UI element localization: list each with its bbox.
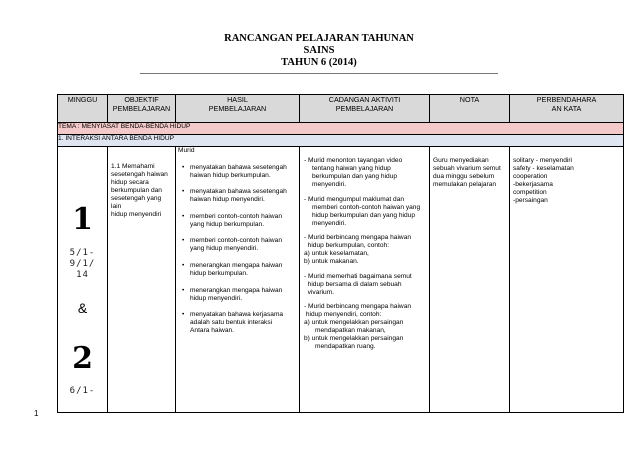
table-row	[58, 147, 624, 413]
hasil-intro: Murid	[178, 147, 195, 154]
nota-cell: Guru menyediakan sebuah vivarium semut dua minggu sebelum memulakan pelajaran	[430, 147, 510, 413]
list-item: • menyatakan bahawa sesetengah haiwan hidup berkumpulan.	[182, 163, 287, 179]
tema-row	[58, 123, 624, 135]
week-1-date-a: 5/1-	[69, 248, 96, 258]
hasil-cell	[176, 147, 300, 413]
activity-3: - Murid berbincang mengapa haiwan hidup berkumpulan, contoh: a) untuk keselamatan, b) untuk makanan.	[304, 234, 412, 265]
week-number-1: 1	[72, 202, 93, 237]
week-2-date-a: 6/1-	[69, 386, 96, 396]
week-1-date-b: 9/1/	[69, 259, 96, 269]
objektif-cell: 1.1 Memahami sesetengah haiwan hidup secara berkumpulan dan sesetengah yang lain hidup menyendiri	[108, 147, 176, 413]
list-item: • menyatakan bahawa kerjasama adalah satu bentuk interaksi Antara haiwan.	[182, 311, 284, 335]
activity-5: - Murid berbincang mengapa haiwan hidup menyendiri, contoh: a) untuk mengelakkan persaingan mendapatkan makanan, b) untuk mengelakkan persaingan mendapatkan ruang.	[304, 303, 412, 350]
title-line-2: SAINS	[303, 45, 335, 56]
list-item: • menyatakan bahawa sesetengah haiwan hidup menyendiri.	[182, 188, 287, 204]
week-number-2: 2	[72, 341, 93, 376]
cadangan-cell	[300, 147, 430, 413]
col-header-hasil: HASIL PEMBELAJARAN	[176, 95, 300, 123]
lesson-plan-table	[57, 94, 624, 413]
subtopic-label: 1. INTERAKSI ANTARA BENDA HIDUP	[58, 135, 624, 147]
list-item: • memberi contoh-contoh haiwan yang hidup menyendiri.	[182, 237, 282, 253]
title-line-3: TAHUN 6 (2014)	[281, 57, 357, 68]
col-header-nota: NOTA	[430, 95, 510, 123]
activity-4: - Murid memerhati bagaimana semut hidup bersama di dalam sebuah vivarium.	[304, 272, 412, 296]
ampersand: &	[77, 300, 88, 316]
page-number: 1	[34, 409, 39, 418]
header-row	[58, 95, 624, 123]
subtopic-row	[58, 135, 624, 147]
col-header-objektif: OBJEKTIF PEMBELAJARAN	[108, 95, 176, 123]
minggu-cell	[58, 147, 108, 413]
week-1-date-c: 14	[76, 270, 89, 280]
title-underline	[140, 73, 498, 74]
perbendaharaan-cell: solitary - menyendiri safety - keselamatan cooperation -bekerjasama competition -persaingan	[510, 147, 624, 413]
col-header-perbendaharaan: PERBENDAHARA AN KATA	[510, 95, 624, 123]
list-item: • menerangkan mengapa haiwan hidup menyendiri.	[182, 286, 283, 302]
activity-1: - Murid menonton tayangan video tentang haiwan yang hidup berkumpulan dan yang hidup menyendiri.	[304, 157, 403, 188]
col-header-cadangan: CADANGAN AKTIVITI PEMBELAJARAN	[300, 95, 430, 123]
tema-label: TEMA : MENYIASAT BENDA-BENDA HIDUP	[58, 123, 624, 135]
list-item: • memberi contoh-contoh haiwan yang hidup berkumpulan.	[182, 212, 282, 228]
list-item: • menerangkan mengapa haiwan hidup berkumpulan.	[182, 261, 283, 277]
title-line-1: RANCANGAN PELAJARAN TAHUNAN	[224, 33, 414, 44]
activity-2: - Murid mengumpul maklumat dan memberi contoh-contoh haiwan yang hidup berkumpulan dan yang hidup menyendiri.	[304, 195, 421, 227]
col-header-minggu: MINGGU	[58, 95, 108, 123]
